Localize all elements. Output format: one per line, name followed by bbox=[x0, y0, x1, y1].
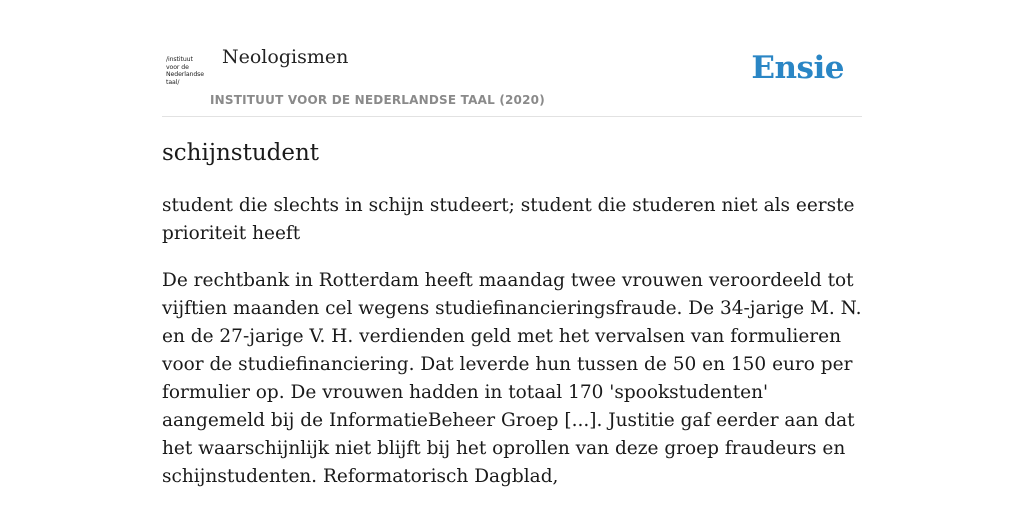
brand-logo[interactable]: Ensie bbox=[751, 50, 844, 86]
institute-logo[interactable] bbox=[166, 56, 208, 90]
logo-line: taal/ bbox=[166, 78, 180, 86]
source-subtitle: INSTITUUT VOOR DE NEDERLANDSE TAAL (2020) bbox=[210, 93, 545, 107]
source-header bbox=[162, 0, 862, 117]
entry-definition: student die slechts in schijn studeert; student die studeren niet als eerste prioriteit heeft bbox=[162, 195, 855, 244]
entry-card bbox=[162, 0, 862, 487]
entry-example: De rechtbank in Rotterdam heeft maandag twee vrouwen veroordeeld tot vijftien maanden cel wegens studiefinancieringsfraude. De 34-jarige M. N. en de 27-jarige V. H. verdienden geld met het vervalsen van formulieren voor de studiefinanciering. Dat leverde hun tussen de 50 en 150 euro per formulier op. De vrouwen hadden in totaal 170 'spookstudenten' aangemeld bij de InformatieBeheer Groep [...]. Justitie gaf eerder aan dat het waarschijnlijk niet blijft bij het oprollen van deze groep fraudeurs en schijnstudenten. Reformatorisch Dagblad, bbox=[162, 270, 862, 487]
logo-line: Nederlandse bbox=[166, 71, 205, 79]
source-title[interactable]: Neologismen bbox=[222, 46, 349, 68]
logo-line: voor de bbox=[166, 63, 189, 71]
entry-term: schijnstudent bbox=[162, 140, 320, 166]
logo-line: /instituut bbox=[166, 56, 193, 63]
